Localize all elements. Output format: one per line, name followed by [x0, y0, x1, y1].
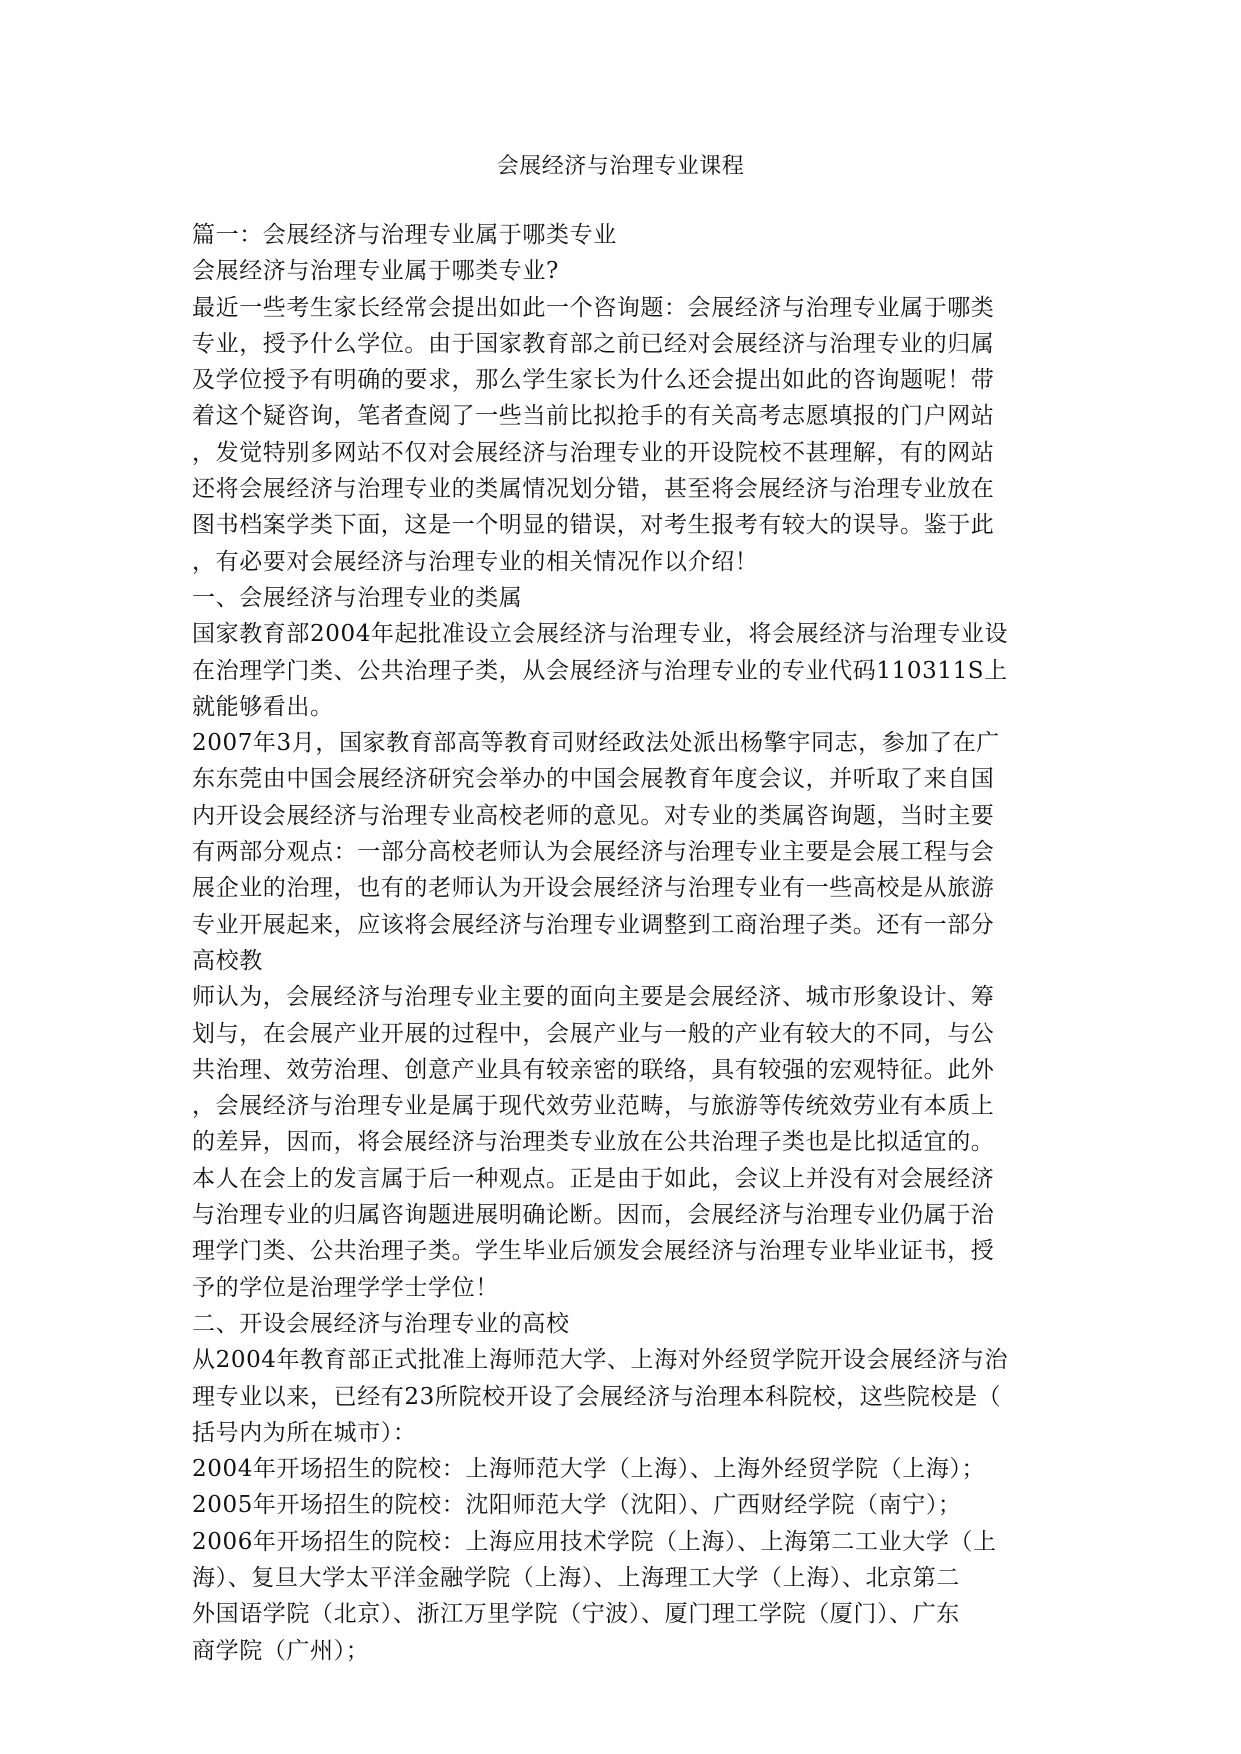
text-line: 东东莞由中国会展经济研究会举办的中国会展教育年度会议，并听取了来自国 [192, 766, 995, 793]
text-line: 国家教育部2004年起批准设立会展经济与治理专业，将会展经济与治理专业设 [192, 621, 1009, 648]
text-line: 内开设会展经济与治理专业高校老师的意见。对专业的类属咨询题，当时主要 [192, 802, 995, 829]
text-line: 2004年开场招生的院校：上海师范大学（上海）、上海外经贸学院（上海）； [192, 1456, 986, 1483]
text-line: 在治理学门类、公共治理子类，从会展经济与治理专业的专业代码110311S上 [192, 657, 1008, 684]
text-line: 还将会展经济与治理专业的类属情况划分错，甚至将会展经济与治理专业放在 [192, 476, 995, 503]
text-line: 商学院（广州）； [192, 1637, 370, 1664]
text-line: 及学位授予有明确的要求，那么学生家长为什么还会提出如此的咨询题呢！带 [192, 367, 995, 394]
text-line: 本人在会上的发言属于后一种观点。正是由于如此，会议上并没有对会展经济 [192, 1165, 995, 1192]
text-line: 共治理、效劳治理、创意产业具有较亲密的联络，具有较强的宏观特征。此外 [192, 1056, 995, 1083]
text-line: 2005年开场招生的院校：沈阳师范大学（沈阳）、广西财经学院（南宁）； [192, 1492, 962, 1519]
text-line: 2006年开场招生的院校：上海应用技术学院（上海）、上海第二工业大学（上 [192, 1528, 997, 1555]
text-line: 专业开展起来，应该将会展经济与治理专业调整到工商治理子类。还有一部分 [192, 911, 995, 938]
text-line: 理学门类、公共治理子类。学生毕业后颁发会展经济与治理专业毕业证书，授 [192, 1238, 995, 1265]
text-line: 海）、复旦大学太平洋金融学院（上海）、上海理工大学（上海）、北京第二 [192, 1564, 960, 1591]
text-line: 着这个疑咨询，笔者查阅了一些当前比拟抢手的有关高考志愿填报的门户网站 [192, 403, 995, 430]
document-title: 会展经济与治理专业课程 [496, 154, 745, 179]
text-line: 展企业的治理，也有的老师认为开设会展经济与治理专业有一些高校是从旅游 [192, 875, 995, 902]
text-line: 括号内为所在城市）： [192, 1419, 417, 1446]
text-line: 与治理专业的归属咨询题进展明确论断。因而，会展经济与治理专业仍属于治 [192, 1202, 995, 1229]
text-line: 二、开设会展经济与治理专业的高校 [192, 1310, 570, 1337]
document-body [192, 217, 1042, 1669]
text-line: 的差异，因而，将会展经济与治理类专业放在公共治理子类也是比拟适宜的。 [192, 1129, 995, 1156]
text-line: 划与，在会展产业开展的过程中，会展产业与一般的产业有较大的不同，与公 [192, 1020, 995, 1047]
text-line: 有两部分观点：一部分高校老师认为会展经济与治理专业主要是会展工程与会 [192, 839, 995, 866]
text-line: 专业，授予什么学位。由于国家教育部之前已经对会展经济与治理专业的归属 [192, 330, 995, 357]
text-line: 师认为，会展经济与治理专业主要的面向主要是会展经济、城市形象设计、筹 [192, 984, 995, 1011]
text-line: ，有必要对会展经济与治理专业的相关情况作以介绍！ [192, 548, 759, 575]
text-line: 一、会展经济与治理专业的类属 [192, 584, 523, 611]
text-line: 最近一些考生家长经常会提出如此一个咨询题：会展经济与治理专业属于哪类 [192, 294, 995, 321]
text-line: 篇一：会展经济与治理专业属于哪类专业 [192, 222, 617, 248]
text-line: 外国语学院（北京）、浙江万里学院（宁波）、厦门理工学院（厦门）、广东 [192, 1601, 960, 1628]
text-line: 予的学位是治理学学士学位！ [192, 1274, 499, 1301]
text-line: 高校教 [192, 947, 263, 974]
text-line: 图书档案学类下面，这是一个明显的错误，对考生报考有较大的误导。鉴于此 [192, 512, 995, 539]
text-line: 从2004年教育部正式批准上海师范大学、上海对外经贸学院开设会展经济与治 [192, 1347, 1009, 1374]
text-line: 2007年3月，国家教育部高等教育司财经政法处派出杨擎宇同志，参加了在广 [192, 730, 1000, 757]
text-line: 就能够看出。 [192, 693, 334, 720]
text-line: 理专业以来，已经有23所院校开设了会展经济与治理本科院校，这些院校是（ [192, 1383, 1002, 1410]
text-line: ，发觉特别多网站不仅对会展经济与治理专业的开设院校不甚理解，有的网站 [192, 439, 995, 466]
text-line: 会展经济与治理专业属于哪类专业? [192, 258, 559, 285]
text-line: ，会展经济与治理专业是属于现代效劳业范畴，与旅游等传统效劳业有本质上 [192, 1093, 995, 1120]
